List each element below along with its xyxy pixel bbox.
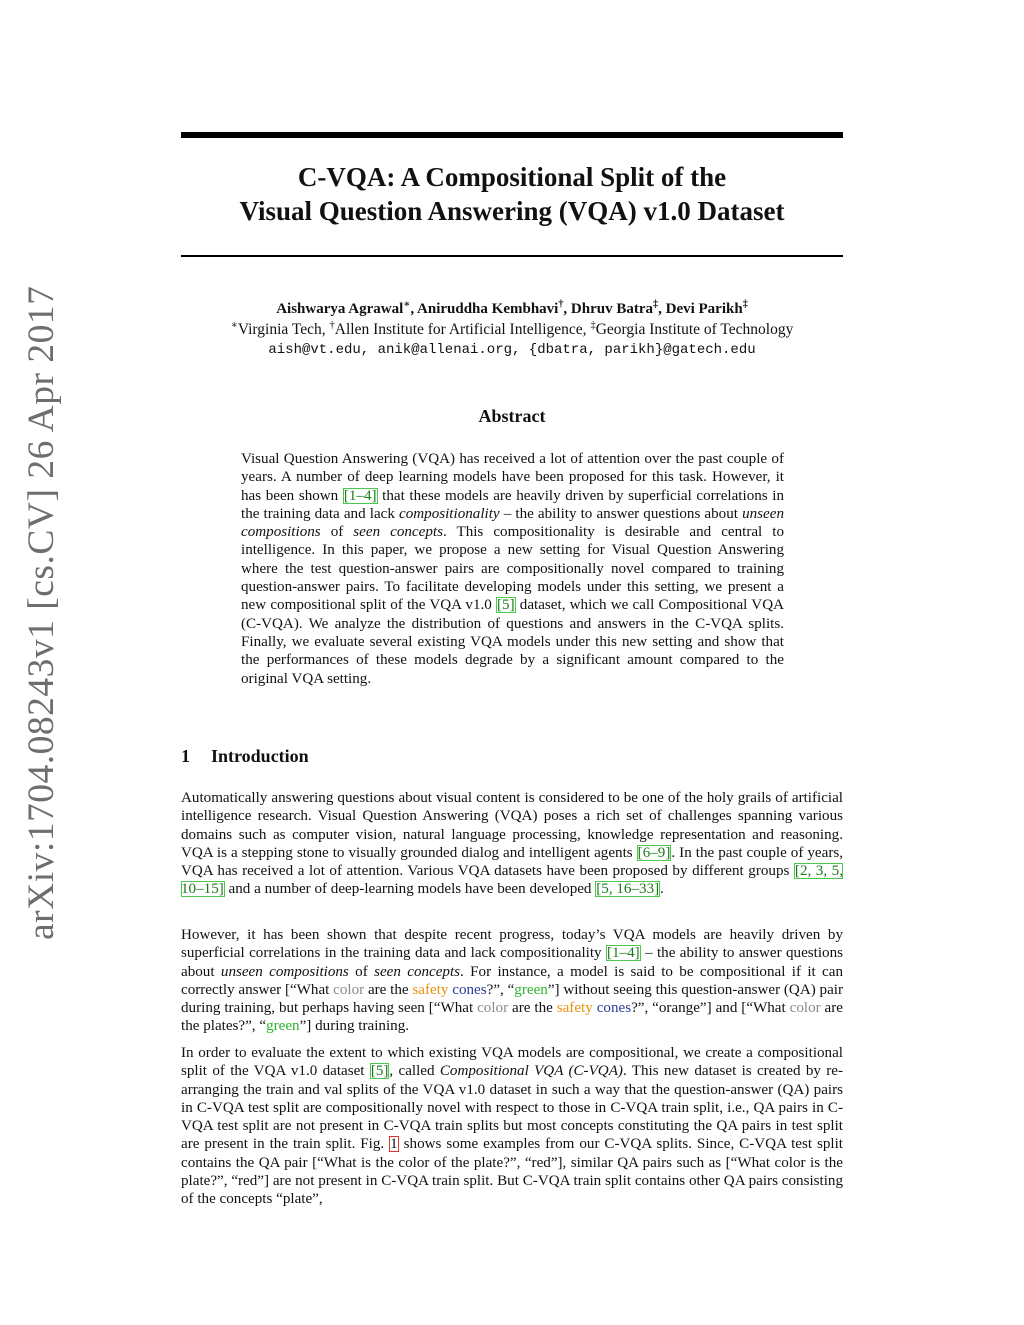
citation-link[interactable]: [1–4] [606,945,640,962]
title-top-rule [181,132,843,138]
intro-paragraph-2 [181,926,843,1036]
text-run: However, it has been shown that despite recent progress, today’s VQA models are heavily driven by superficial correlations in the training data and lack compositionality [181,927,843,962]
affiliation-text: Georgia Institute of Technology [595,321,794,338]
text-run: ”] without seeing this question-answer (QA) pair during training, but perhaps having seen [“What [181,981,844,1017]
text-run: and a number of deep-learning models have been developed [224,881,596,898]
text-run: Visual Question Answering (VQA) has received a lot of attention over the past couple of years. A number of deep learning models have been proposed for this task. However, it has been shown [241,451,784,504]
author-name: Devi Parikh [665,301,743,317]
highlight-word-green: green [266,1018,300,1035]
affiliations [181,320,843,340]
emphasis: compositionality [399,505,500,522]
text-run: – the ability to answer questions about [181,945,844,980]
emphasis: seen concepts [374,963,461,980]
title-line-1: C-VQA: A Compositional Split of the [297,162,727,192]
paper-title [181,160,843,228]
highlight-word-color: color [789,1000,821,1017]
text-run: shows some examples from our C-VQA splits. Since, C-VQA test split contains the QA pair [“What is the color of the plate?”, “red”], similar QA pairs such as [“What color is the plate?”, “red”] are not present in C-VQA train split. But C-VQA train split contains other QA pairs consisting of the concepts “plate”, [181,1136,843,1208]
highlight-word-color: color [333,981,365,998]
intro-paragraph-1 [181,789,843,899]
author-separator: , [658,301,666,317]
text-run: In order to evaluate the extent to which existing VQA models are compositional, we create a compositional split of the VQA v1.0 dataset [181,1045,843,1080]
abstract-heading: Abstract [478,406,546,426]
emphasis: unseen compositions [241,505,784,541]
intro-paragraph-3 [181,1044,843,1209]
affiliation-text: Allen Institute for Artificial Intelligence, [334,321,591,338]
affiliation-mark: † [329,319,335,331]
highlight-word-safety: safety [556,1000,593,1017]
text-run: . In the past couple of years, VQA has received a lot of attention. Various VQA datasets have been proposed by different groups [181,844,843,880]
author-mark: † [558,299,564,310]
author-name: Aniruddha Kembhavi [417,301,559,317]
author-mark: ‡ [653,299,659,310]
section-number: 1 [181,746,190,766]
text-run: ”] during training. [299,1018,410,1035]
text-run: . This new dataset is created by re-arranging the train and val splits of the VQA v1.0 dataset in such a way that the question-answer (QA) pairs in C-VQA test split are compositionally novel with respect to those in C-VQA train split, i.e., QA pairs in C-VQA test split are not present in C-VQA train splits but most concepts constituting the QA pairs in test split are present in the train split. Fig. [181,1063,843,1153]
emphasis: unseen compositions [220,963,349,980]
author-mark: ‡ [742,299,748,310]
abstract-body [241,450,784,688]
text-run: of [320,524,354,541]
figure-reference-link[interactable]: 1 [390,1136,398,1153]
citation-link[interactable]: [5] [497,597,515,614]
text-run: are the plates?”, “ [181,1000,843,1035]
citation-link[interactable]: [5, 16–33] [596,881,660,898]
text-run: – the ability to answer questions about [499,505,743,522]
highlight-word-cones: cones [596,1000,632,1017]
arxiv-stamp: arXiv:1704.08243v1 [cs.CV] 26 Apr 2017 [21,285,62,940]
emphasis: seen concepts [353,524,443,541]
emphasis: Compositional VQA (C-VQA) [439,1063,623,1080]
citation-link[interactable]: [1–4] [343,487,377,504]
author-name: Dhruv Batra [570,301,654,317]
text-run: . For instance, a model is said to be compositional if it can correctly answer [“What [181,963,843,998]
affiliation-mark: ‡ [590,319,596,331]
text-run: . [660,881,664,898]
text-run: of [348,963,375,980]
highlight-word-cones: cones [452,981,487,998]
affiliation-mark: ∗ [230,319,238,331]
author-separator: , [563,301,571,317]
citation-link[interactable]: [5] [370,1063,389,1080]
highlight-word-green: green [514,981,548,998]
text-run: , called [389,1063,440,1080]
text-run: Automatically answering questions about visual content is considered to be one of the holy grails of artificial intelligence research. Visual Question Answering (VQA) poses a rich set of challenges spanning various domains such as computer vision, natural language processing, knowledge representation and reasoning. VQA is a stepping stone to visually grounded dialog and intelligent agents [181,790,843,861]
text-run: that these models are heavily driven by superficial correlations in the training data and lack [241,487,784,522]
citation-link[interactable]: [6–9] [637,844,671,861]
text-run: ?”, “orange”] and [“What [631,1000,790,1017]
text-run: dataset, which we call Compositional VQA (C-VQA). We analyze the distribution of questions and answers in the C-VQA splits. Finally, we evaluate several existing VQA models under this new setting and show that the performances of these models degrade by a significant amount compared to the original VQA setting. [241,597,784,687]
text-run: are the [508,1000,557,1017]
highlight-word-color: color [477,1000,509,1017]
author-emails: aish@vt.edu, anik@allenai.org, {dbatra, parikh}@gatech.edu [268,342,756,358]
citation-link[interactable]: [2, 3, 5, 10–15] [181,863,843,898]
author-list [181,299,843,319]
affiliation-text: Virginia Tech, [237,321,330,338]
author-separator: , [410,301,418,317]
author-name: Aishwarya Agrawal [276,301,404,317]
author-mark: ∗ [403,299,411,310]
title-line-2: Visual Question Answering (VQA) v1.0 Dataset [239,196,785,226]
section-title: Introduction [211,746,309,766]
highlight-word-safety: safety [412,981,449,998]
text-run: . This compositionality is desirable and central to intelligence. In this paper, we propose a new setting for Visual Question Answering where the test question-answer pairs are compositionally novel compared to training question-answer pairs. To facilitate developing models under this setting, we present a new compositional split of the VQA v1.0 [241,524,785,614]
text-run: are the [364,981,413,998]
text-run: ?”, “ [486,981,515,998]
title-bottom-rule [181,255,843,257]
section-heading [181,744,843,768]
